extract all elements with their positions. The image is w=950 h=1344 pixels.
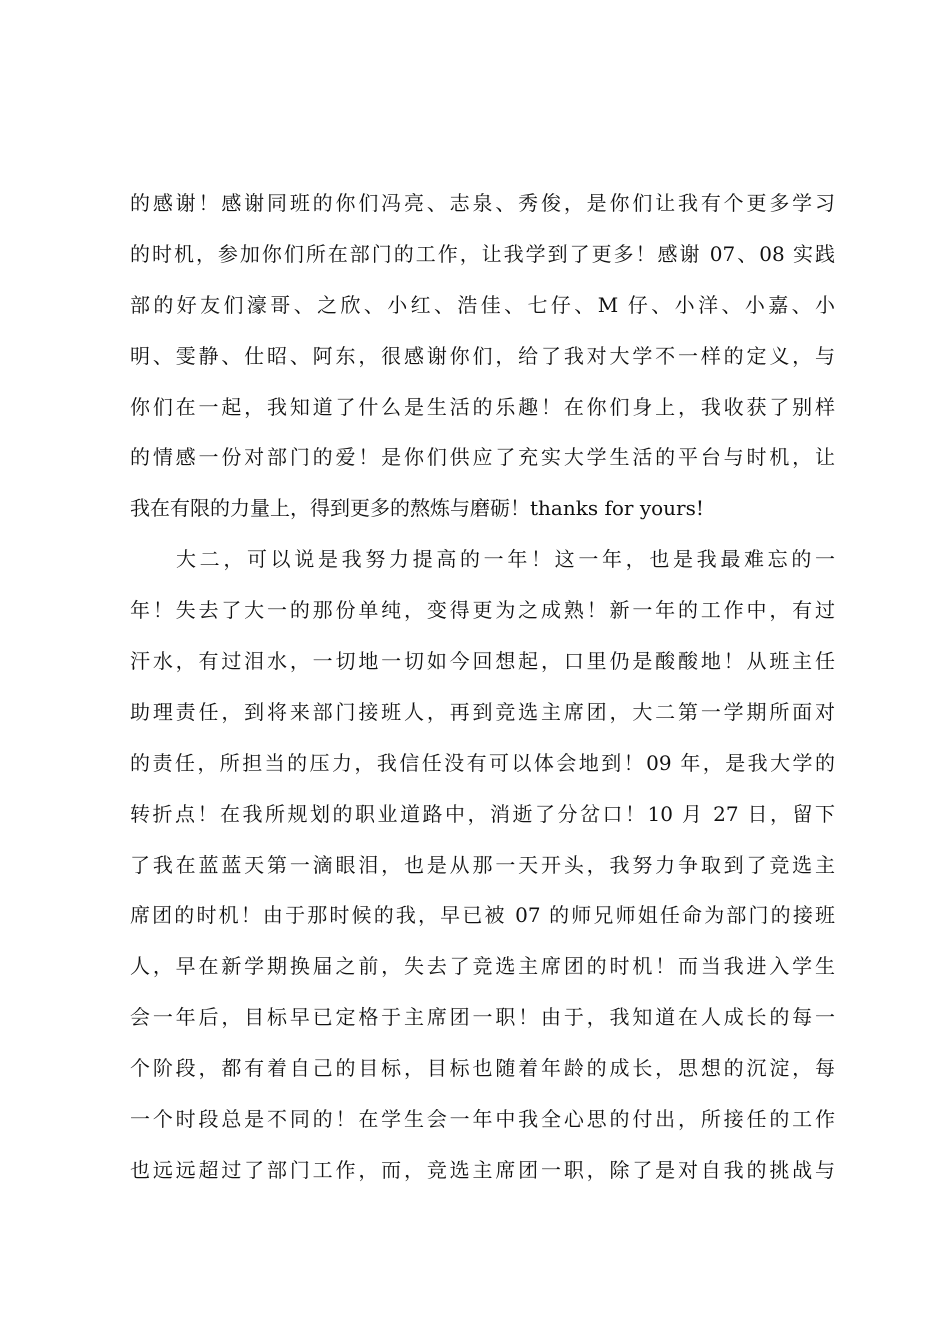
text-line: 了我在蓝蓝天第一滴眼泪，也是从那一天开头，我努力争取到了竞选主 [130, 852, 835, 877]
text-line: 我在有限的力量上，得到更多的熬炼与磨砺！thanks for yours! [130, 496, 704, 521]
text-line: 也远远超过了部门工作，而，竞选主席团一职，除了是对自我的挑战与 [130, 1157, 835, 1182]
text-line: 的情感一份对部门的爱！是你们供应了充实大学生活的平台与时机，让 [130, 445, 835, 470]
text-line: 人，早在新学期换届之前，失去了竞选主席团的时机！而当我进入学生 [130, 954, 835, 979]
body-text [130, 178, 835, 1196]
text-line: 个阶段，都有着自己的目标，目标也随着年龄的成长，思想的沉淀，每 [130, 1056, 835, 1081]
text-line: 席团的时机！由于那时候的我，早已被 07 的师兄师姐任命为部门的接班 [130, 903, 835, 928]
text-line: 你们在一起，我知道了什么是生活的乐趣！在你们身上，我收获了别样 [130, 394, 835, 419]
text-line: 年！失去了大一的那份单纯，变得更为之成熟！新一年的工作中，有过 [130, 598, 835, 623]
text-line: 部的好友们濠哥、之欣、小红、浩佳、七仔、M 仔、小洋、小嘉、小 [130, 292, 835, 317]
paragraph-start-line: 大二，可以说是我努力提高的一年！这一年，也是我最难忘的一 [176, 547, 835, 572]
text-line: 转折点！在我所规划的职业道路中，消逝了分岔口！10 月 27 日，留下 [130, 801, 835, 826]
text-line: 会一年后，目标早已定格于主席团一职！由于，我知道在人成长的每一 [130, 1005, 835, 1030]
text-line: 明、雯静、仕昭、阿东，很感谢你们，给了我对大学不一样的定义，与 [130, 343, 835, 368]
text-line: 助理责任，到将来部门接班人，再到竞选主席团，大二第一学期所面对 [130, 699, 835, 724]
text-line: 的责任，所担当的压力，我信任没有可以体会地到！09 年，是我大学的 [130, 750, 835, 775]
text-line: 汗水，有过泪水，一切地一切如今回想起，口里仍是酸酸地！从班主任 [130, 649, 835, 674]
text-line: 的时机，参加你们所在部门的工作，让我学到了更多！感谢 07、08 实践 [130, 241, 835, 266]
text-line: 的感谢！感谢同班的你们冯亮、志泉、秀俊，是你们让我有个更多学习 [130, 191, 835, 215]
text-line: 一个时段总是不同的！在学生会一年中我全心思的付出，所接任的工作 [130, 1107, 835, 1132]
